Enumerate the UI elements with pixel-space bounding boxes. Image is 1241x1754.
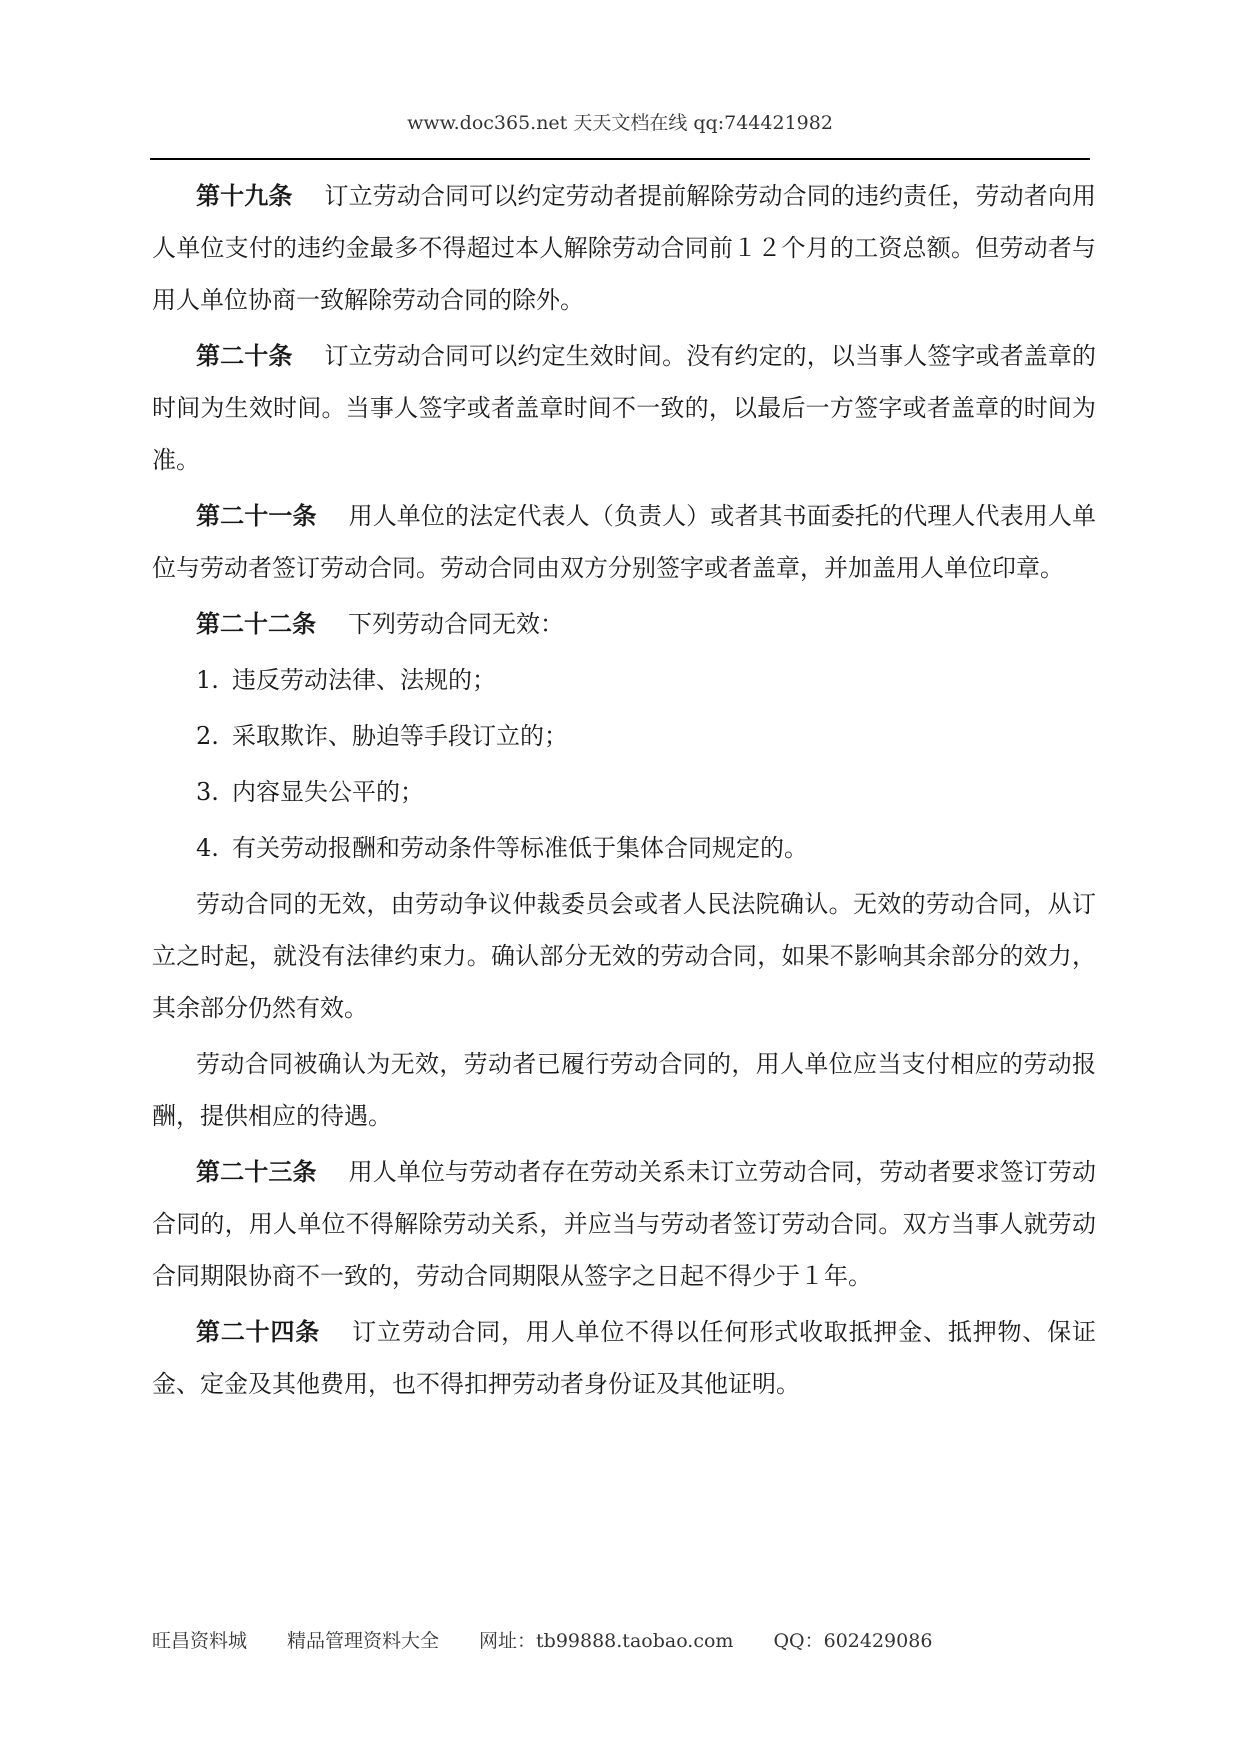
document-body xyxy=(152,170,1096,1414)
article-23 xyxy=(152,1146,1096,1302)
list-item xyxy=(152,710,1096,762)
list-text: 有关劳动报酬和劳动条件等标准低于集体合同规定的。 xyxy=(232,834,808,862)
footer-qq: QQ：602429086 xyxy=(773,1630,933,1652)
article-heading: 第二十条 xyxy=(196,341,293,370)
list-text: 违反劳动法律、法规的； xyxy=(232,666,496,694)
list-text: 内容显失公平的； xyxy=(232,778,424,806)
paragraph-invalidity: 劳动合同的无效，由劳动争议仲裁委员会或者人民法院确认。无效的劳动合同，从订立之时起，就没有法律约束力。确认部分无效的劳动合同，如果不影响其余部分的效力，其余部分仍然有效。 xyxy=(152,890,1096,1022)
list-item xyxy=(152,654,1096,706)
footer-shop-name: 旺昌资料城 xyxy=(152,1630,248,1652)
list-number: 1. xyxy=(196,666,219,694)
article-heading: 第二十一条 xyxy=(196,501,317,530)
article-22 xyxy=(152,598,1096,650)
list-item xyxy=(152,766,1096,818)
list-item xyxy=(152,822,1096,874)
article-heading: 第二十四条 xyxy=(196,1317,321,1346)
article-text: 用人单位的法定代表人（负责人）或者其书面委托的代理人代表用人单位与劳动者签订劳动合同。劳动合同由双方分别签字或者盖章，并加盖用人单位印章。 xyxy=(152,502,1097,582)
list-number: 4. xyxy=(196,834,219,862)
article-text: 下列劳动合同无效： xyxy=(348,610,564,638)
article-21 xyxy=(152,490,1096,594)
article-text: 订立劳动合同可以约定生效时间。没有约定的，以当事人签字或者盖章的时间为生效时间。当事人签字或者盖章时间不一致的，以最后一方签字或者盖章的时间为准。 xyxy=(152,342,1097,474)
footer-slogan: 精品管理资料大全 xyxy=(287,1630,440,1652)
footer-url: 网址：tb99888.taobao.com xyxy=(479,1630,734,1652)
page-header: www.doc365.net 天天文档在线 qq:744421982 xyxy=(407,112,833,134)
article-heading: 第十九条 xyxy=(196,181,293,210)
article-text: 订立劳动合同可以约定劳动者提前解除劳动合同的违约责任，劳动者向用人单位支付的违约金最多不得超过本人解除劳动合同前１２个月的工资总额。但劳动者与用人单位协商一致解除劳动合同的除外。 xyxy=(152,182,1097,314)
article-19 xyxy=(152,170,1096,326)
article-heading: 第二十三条 xyxy=(196,1157,317,1186)
list-number: 3. xyxy=(196,778,219,806)
page-footer xyxy=(152,1626,1092,1653)
paragraph-remuneration: 劳动合同被确认为无效，劳动者已履行劳动合同的，用人单位应当支付相应的劳动报酬，提供相应的待遇。 xyxy=(152,1050,1096,1130)
article-text: 订立劳动合同，用人单位不得以任何形式收取抵押金、抵押物、保证金、定金及其他费用，也不得扣押劳动者身份证及其他证明。 xyxy=(152,1318,1097,1398)
article-text: 用人单位与劳动者存在劳动关系未订立劳动合同，劳动者要求签订劳动合同的，用人单位不得解除劳动关系，并应当与劳动者签订劳动合同。双方当事人就劳动合同期限协商不一致的，劳动合同期限从签字之日起不得少于１年。 xyxy=(152,1158,1097,1290)
list-number: 2. xyxy=(196,722,219,750)
list-text: 采取欺诈、胁迫等手段订立的； xyxy=(232,722,568,750)
article-heading: 第二十二条 xyxy=(196,609,316,638)
article-20 xyxy=(152,330,1096,486)
header-divider xyxy=(150,158,1090,160)
article-24 xyxy=(152,1306,1096,1410)
